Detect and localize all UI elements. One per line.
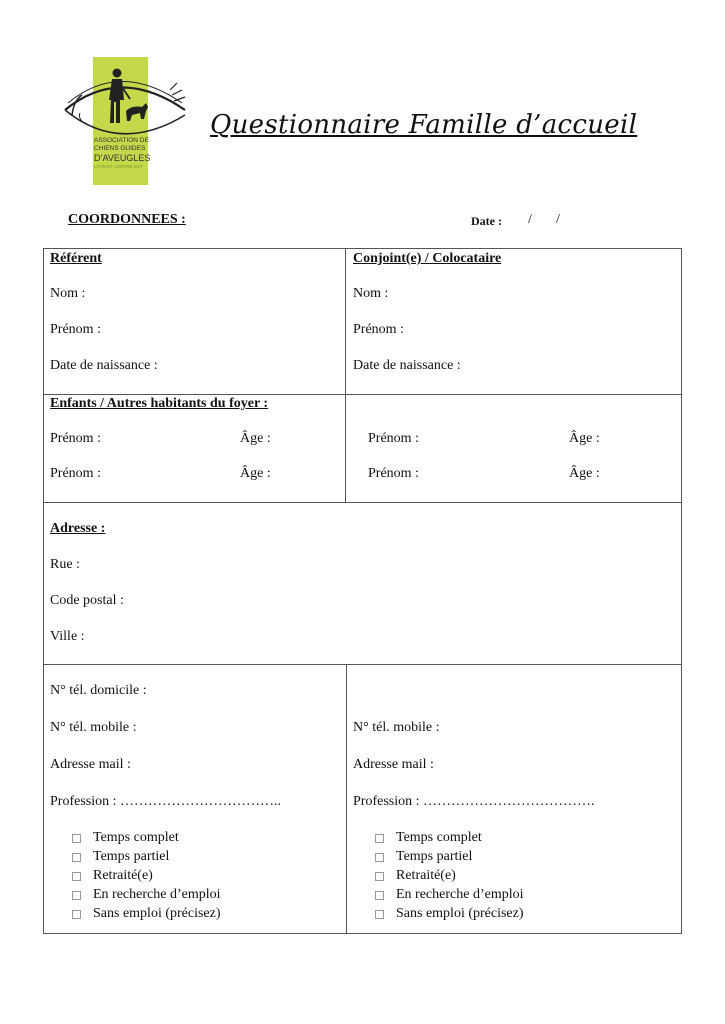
option-recherche-emploi[interactable]: En recherche d’emploi bbox=[375, 887, 524, 903]
rue-field[interactable]: Rue : bbox=[50, 557, 80, 572]
referent-nom-field[interactable]: Nom : bbox=[50, 286, 86, 301]
checkbox-icon[interactable] bbox=[375, 834, 384, 843]
column-divider bbox=[346, 664, 347, 934]
checkbox-icon[interactable] bbox=[375, 910, 384, 919]
referent-naissance-field[interactable]: Date de naissance : bbox=[50, 358, 158, 373]
checkbox-icon[interactable] bbox=[72, 891, 81, 900]
enfants-title: Enfants / Autres habitants du foyer : bbox=[50, 396, 269, 411]
checkbox-icon[interactable] bbox=[375, 872, 384, 881]
option-temps-complet[interactable]: Temps complet bbox=[375, 830, 482, 846]
form-table bbox=[43, 248, 682, 934]
logo-text: ASSOCIATION DE CHIENS GUIDES D’AVEUGLES LYON ET CENTRE-EST bbox=[94, 137, 151, 169]
option-retraite[interactable]: Retraité(e) bbox=[72, 868, 153, 884]
enfant-age-field[interactable]: Âge : bbox=[569, 466, 600, 481]
date-separator: / bbox=[528, 212, 532, 227]
option-temps-complet[interactable]: Temps complet bbox=[72, 830, 179, 846]
section-label: COORDONNEES : bbox=[68, 212, 186, 227]
conjoint-naissance-field[interactable]: Date de naissance : bbox=[353, 358, 461, 373]
column-divider bbox=[345, 249, 346, 502]
tel-domicile-field[interactable]: N° tél. domicile : bbox=[50, 683, 147, 698]
conjoint-title: Conjoint(e) / Colocataire bbox=[353, 251, 502, 266]
ville-field[interactable]: Ville : bbox=[50, 629, 85, 644]
checkbox-icon[interactable] bbox=[72, 872, 81, 881]
adresse-title: Adresse : bbox=[50, 521, 106, 536]
conjoint-nom-field[interactable]: Nom : bbox=[353, 286, 389, 301]
option-retraite[interactable]: Retraité(e) bbox=[375, 868, 456, 884]
enfant-age-field[interactable]: Âge : bbox=[240, 431, 271, 446]
row-divider bbox=[44, 502, 681, 503]
conjoint-tel-mobile-field[interactable]: N° tél. mobile : bbox=[353, 720, 440, 735]
date-separator: / bbox=[556, 212, 560, 227]
checkbox-icon[interactable] bbox=[72, 910, 81, 919]
checkbox-icon[interactable] bbox=[375, 853, 384, 862]
row-divider bbox=[44, 394, 681, 395]
enfant-prenom-field[interactable]: Prénom : bbox=[50, 431, 101, 446]
enfant-age-field[interactable]: Âge : bbox=[240, 466, 271, 481]
option-temps-partiel[interactable]: Temps partiel bbox=[72, 849, 169, 865]
conjoint-mail-field[interactable]: Adresse mail : bbox=[353, 757, 434, 772]
enfant-prenom-field[interactable]: Prénom : bbox=[368, 466, 419, 481]
mail-field[interactable]: Adresse mail : bbox=[50, 757, 131, 772]
option-recherche-emploi[interactable]: En recherche d’emploi bbox=[72, 887, 221, 903]
referent-title: Référent bbox=[50, 251, 102, 266]
enfant-prenom-field[interactable]: Prénom : bbox=[50, 466, 101, 481]
option-temps-partiel[interactable]: Temps partiel bbox=[375, 849, 472, 865]
checkbox-icon[interactable] bbox=[72, 834, 81, 843]
date-label: Date : bbox=[471, 214, 502, 228]
profession-field[interactable]: Profession : …………………………….. bbox=[50, 794, 281, 809]
referent-prenom-field[interactable]: Prénom : bbox=[50, 322, 101, 337]
page-title: Questionnaire Famille d’accueil bbox=[210, 110, 638, 140]
conjoint-profession-field[interactable]: Profession : ………………………………. bbox=[353, 794, 595, 809]
enfant-prenom-field[interactable]: Prénom : bbox=[368, 431, 419, 446]
tel-mobile-field[interactable]: N° tél. mobile : bbox=[50, 720, 137, 735]
enfant-age-field[interactable]: Âge : bbox=[569, 431, 600, 446]
option-sans-emploi[interactable]: Sans emploi (précisez) bbox=[72, 906, 221, 922]
code-postal-field[interactable]: Code postal : bbox=[50, 593, 124, 608]
checkbox-icon[interactable] bbox=[72, 853, 81, 862]
row-divider bbox=[44, 664, 681, 665]
association-logo bbox=[60, 55, 190, 190]
conjoint-prenom-field[interactable]: Prénom : bbox=[353, 322, 404, 337]
option-sans-emploi[interactable]: Sans emploi (précisez) bbox=[375, 906, 524, 922]
checkbox-icon[interactable] bbox=[375, 891, 384, 900]
